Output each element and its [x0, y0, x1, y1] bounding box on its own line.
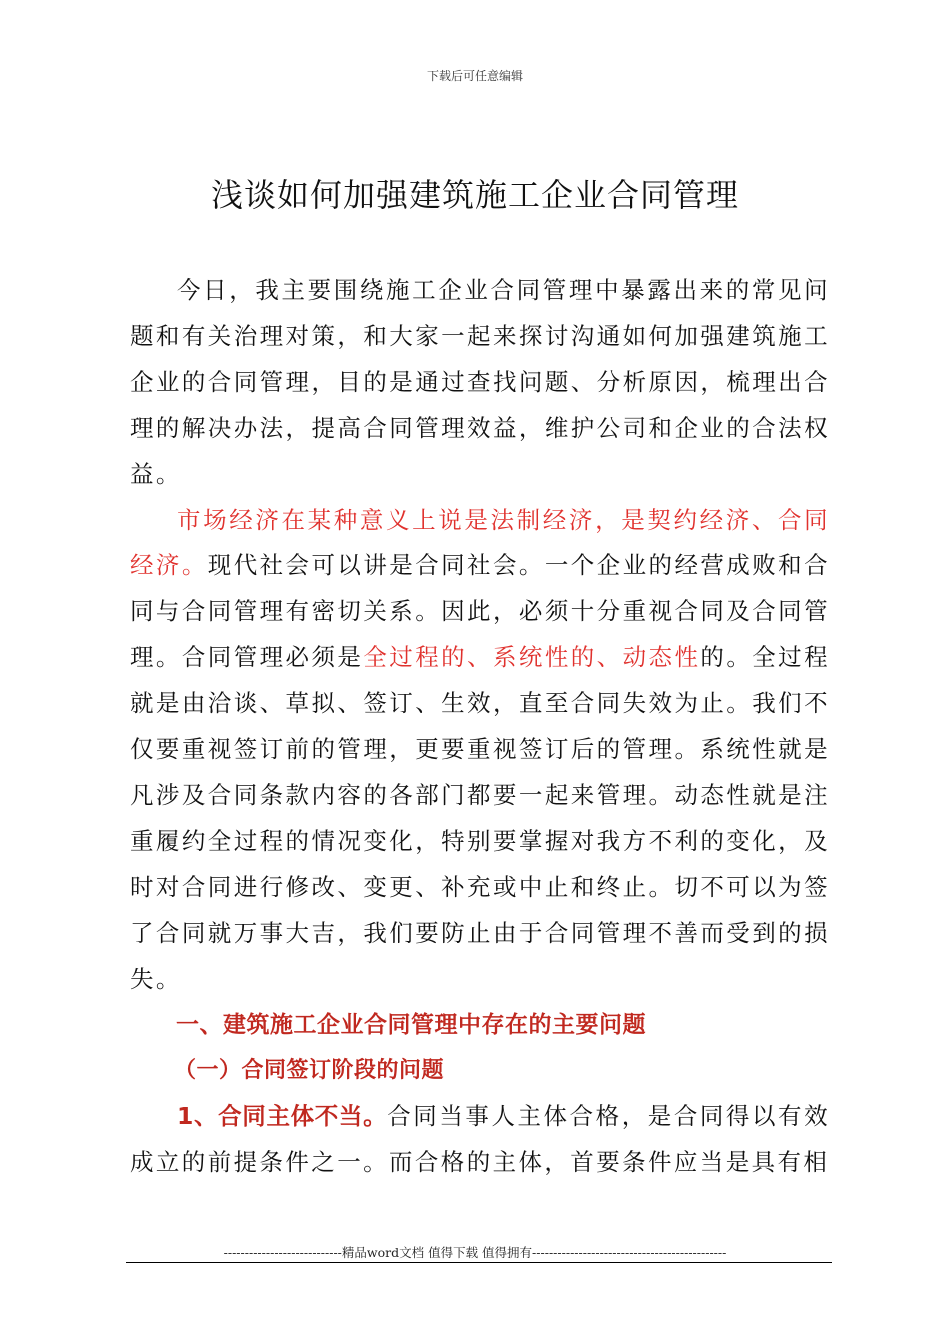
highlight-market-economy: 市场经济在某种意义上说是法制经济，是契约经济、合同经济。	[130, 505, 830, 580]
subsection-heading-1: （一）合同签订阶段的问题	[174, 1058, 445, 1084]
item-text-contract-subject: 合同当事人主体合格，是合同得以有效成立的前提条件之一。而合格的主体，首要条件应当是具有相	[130, 1102, 830, 1177]
header-note: 下载后可任意编辑	[426, 69, 523, 83]
footer-divider	[126, 1262, 832, 1263]
paragraph-text-b: 的。全过程就是由洽谈、草拟、签订、生效，直至合同失效为止。我们不仅要重视签订前的管理，更要重视签订后的管理。系统性就是凡涉及合同条款内容的各部门都要一起来管理。动态性就是注重履约全过程的情况变化，特别要掌握对我方不利的变化，及时对合同进行修改、变更、补充或中止和终止。切不可以为签了合同就万事大吉，我们要防止由于合同管理不善而受到的损失。	[130, 643, 830, 993]
page-title: 浅谈如何加强建筑施工企业合同管理	[210, 176, 739, 214]
contract-subject-paragraph	[130, 1094, 830, 1186]
document-body	[130, 268, 830, 1186]
section-heading-1: 一、建筑施工企业合同管理中存在的主要问题	[176, 1011, 646, 1038]
paragraph-text-a: 现代社会可以讲是合同社会。一个企业的经营成败和合同与合同管理有密切关系。因此，必须十分重视合同及合同管理。合同管理必须是	[130, 551, 830, 672]
footer-note: ----------------------------精品word文档 值得下载 值得拥有----------------------------------------------	[223, 1245, 727, 1260]
market-economy-paragraph	[130, 498, 830, 1003]
item-lead-contract-subject: 1、合同主体不当。	[177, 1102, 388, 1131]
intro-paragraph: 今日，我主要围绕施工企业合同管理中暴露出来的常见问题和有关治理对策，和大家一起来探讨沟通如何加强建筑施工企业的合同管理，目的是通过查找问题、分析原因，梳理出合理的解决办法，提高合同管理效益，维护公司和企业的合法权益。	[130, 276, 830, 488]
highlight-process-attributes: 全过程的、系统性的、动态性	[363, 643, 701, 672]
